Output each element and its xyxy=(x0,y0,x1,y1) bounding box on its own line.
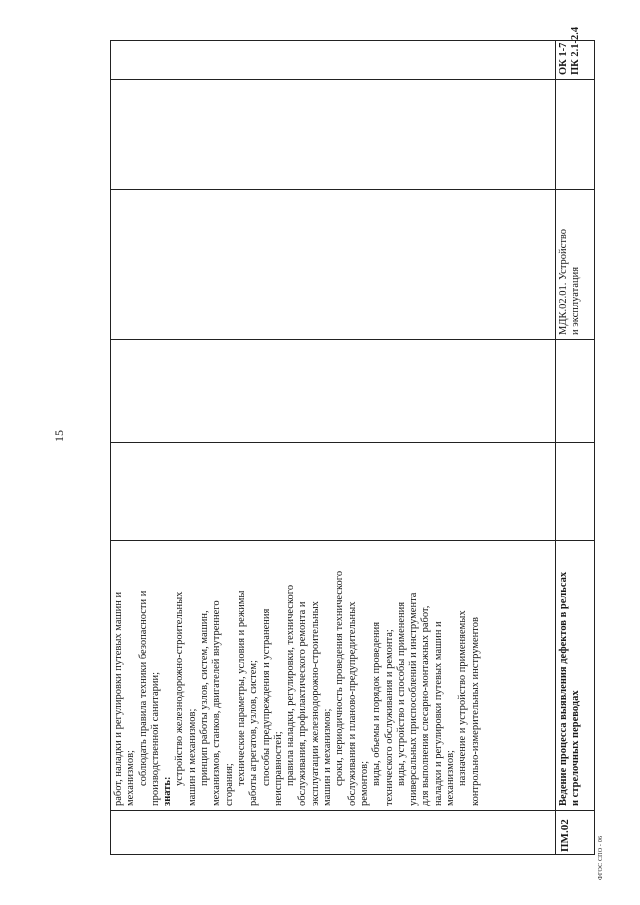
module-title: Ведение процесса выявления дефектов в рельсах и стрелочных переводах xyxy=(558,571,582,806)
text-line: эксплуатации железнодорожно-строительных xyxy=(309,601,321,806)
text-line: соблюдать правила техники безопасности и xyxy=(137,590,149,786)
text-line: знать: xyxy=(162,776,174,806)
text-line: способы предупреждения и устранения xyxy=(260,608,272,786)
table-cell-empty xyxy=(556,442,594,540)
table-cell-competencies xyxy=(111,41,555,79)
text-line: обслуживания, профилактического ремонта и xyxy=(297,601,309,806)
table-cell-empty xyxy=(111,79,555,189)
text-line: наладки и регулировки путевых машин и xyxy=(432,621,444,806)
table-row-continuation xyxy=(110,40,556,855)
table-cell-empty xyxy=(556,79,594,189)
text-line: для выполнения слесарно-монтажных работ, xyxy=(420,605,432,806)
skills-knowledge-text xyxy=(111,541,484,810)
text-line: обслуживания и планово-предупредительных xyxy=(346,601,358,806)
table-cell-code xyxy=(111,810,555,854)
text-line: виды, объемы и порядок проведения xyxy=(371,621,383,786)
text-line: механизмов, станков, двигателей внутреннего xyxy=(211,600,223,806)
text-line: принцип работы узлов, систем, машин, xyxy=(199,610,211,786)
text-line: ремонтов; xyxy=(358,761,370,806)
text-line: механизмов; xyxy=(125,750,137,806)
table-cell-code xyxy=(556,810,594,854)
text-line: виды, устройство и способы применения xyxy=(395,601,407,786)
text-line: работы агрегатов, узлов, систем; xyxy=(248,660,260,806)
text-line: технические параметры, условия и режимы xyxy=(235,590,247,786)
table-cell-skills-knowledge xyxy=(111,540,555,810)
module-code: ПМ.02 xyxy=(559,819,571,852)
table-cell-empty xyxy=(556,339,594,442)
table-cell-mdk xyxy=(111,189,555,339)
text-line: машин и механизмов; xyxy=(322,708,334,806)
text-line: машин и механизмов; xyxy=(186,708,198,806)
table-cell-empty xyxy=(111,339,555,442)
table-cell-module-title xyxy=(556,540,594,810)
text-line: технического обслуживания и ремонта; xyxy=(383,629,395,806)
table-cell-mdk xyxy=(556,189,594,339)
text-line: сгорания; xyxy=(223,763,235,806)
text-line: универсальных приспособлений и инструмента xyxy=(408,592,420,806)
text-line: работ, наладки и регулировки путевых машин и xyxy=(113,591,124,806)
table-cell-competencies xyxy=(556,26,594,79)
competency-table xyxy=(110,26,595,855)
text-line: производственной санитарии; xyxy=(149,671,161,806)
table-row-pm02 xyxy=(555,26,595,855)
text-line: механизмов; xyxy=(445,750,457,806)
text-line: сроки, периодичность проведения технического xyxy=(334,570,346,786)
text-line: правила наладки, регулировки, технического xyxy=(285,584,297,786)
text-line: неисправностей; xyxy=(272,731,284,806)
competency-codes: ОК 1-7 ПК 2.1-2.4 xyxy=(558,26,582,75)
text-line: контрольно-измерительных инструментов xyxy=(469,617,481,806)
footer-label: ФГОС СПО - 06 xyxy=(598,835,604,880)
text-line: назначение и устройство применяемых xyxy=(457,610,469,786)
text-line: устройство железнодорожно-строительных xyxy=(174,591,186,786)
mdk-title: МДК.02.01. Устройство и эксплуатация xyxy=(558,228,582,335)
table-cell-empty xyxy=(111,442,555,540)
page-number: 15 xyxy=(52,430,66,442)
